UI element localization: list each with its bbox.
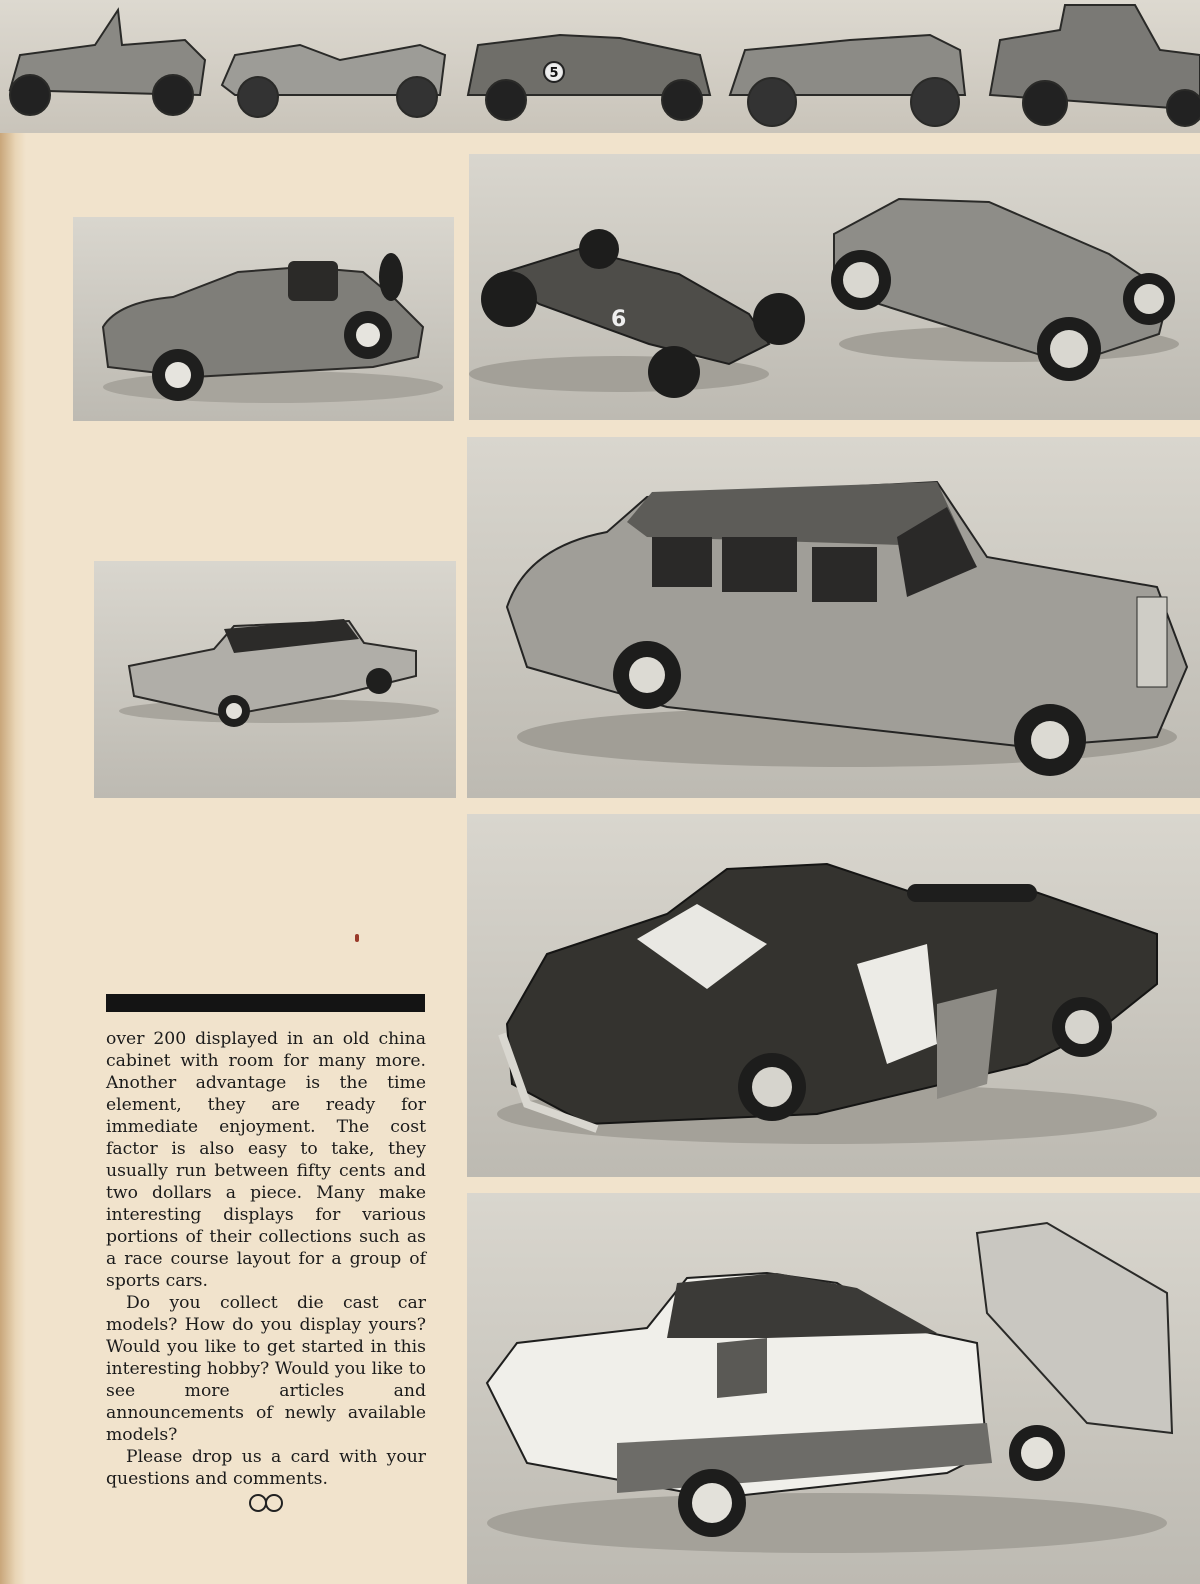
two-tone-coupe-open-hood-model-photo (467, 1193, 1200, 1584)
page-edge-shadow (0, 0, 26, 1584)
roadster-model-photo (73, 217, 454, 421)
end-mark-icon (246, 1492, 286, 1514)
sedan-model-photo (94, 561, 456, 798)
article-paragraph: Do you collect die cast car models? How do you display yours? Would you like to get started in this interesting hobby? Would you like to see more articles and announcements of newly available models? (106, 1293, 426, 1445)
coupe-open-door-model-photo (467, 814, 1200, 1177)
article-rule-bar (106, 994, 425, 1012)
vintage-cars-strip-photo (0, 0, 1200, 133)
race-car-models-photo (469, 154, 1200, 420)
racer-number: 6 (611, 307, 627, 332)
limousine-model-photo (467, 437, 1200, 798)
article-text (106, 1028, 426, 1490)
article-paragraph: Please drop us a card with your questions and comments. (106, 1447, 426, 1489)
print-speck (355, 934, 359, 942)
article-paragraph: over 200 displayed in an old china cabinet with room for many more. Another advantage is the time element, they are ready for immediate enjoyment. The cost factor is also easy to take, they usually run between fifty cents and two dollars a piece. Many make interesting displays for various portions of their collections such as a race course layout for a group of sports cars. (106, 1029, 426, 1291)
strip-car-number: 5 (549, 66, 559, 81)
